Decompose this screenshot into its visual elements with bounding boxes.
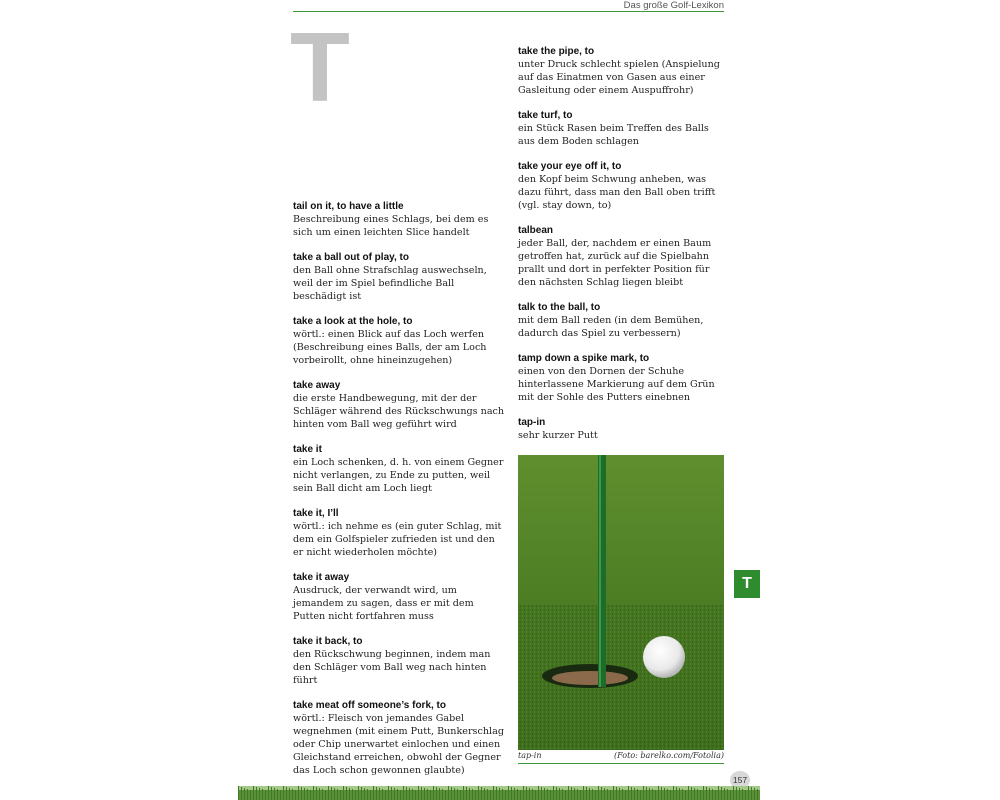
page-number: 157 (730, 771, 750, 789)
glossary-entry (293, 379, 505, 431)
grass-blade (586, 787, 587, 800)
grass-blade (598, 786, 599, 800)
grass-blade (682, 789, 683, 800)
glossary-entry (293, 571, 505, 623)
entry-definition: sehr kurzer Putt (518, 430, 598, 441)
entry-term: tap-in (518, 417, 546, 428)
entry-definition: den Rückschwung beginnen, indem man den Schläger vom Ball weg nach hinten führt (293, 649, 491, 686)
grass-blade (340, 790, 341, 800)
entry-definition: mit dem Ball reden (in dem Bemühen, dadurch das Spiel zu verbessern) (518, 315, 704, 339)
grass-blade (685, 790, 686, 800)
grass-blade (241, 787, 242, 800)
grass-blade (712, 789, 713, 800)
grass-blade (460, 790, 461, 800)
grass-blade (724, 788, 725, 800)
grass-blade (514, 788, 515, 800)
grass-blade (388, 786, 389, 800)
grass-blade (583, 786, 584, 800)
grass-blade (475, 790, 476, 800)
glossary-entry (293, 200, 505, 239)
grass-blade (739, 788, 740, 800)
grass-blade (637, 789, 638, 800)
grass-blade (346, 787, 347, 800)
right-column (518, 45, 726, 454)
grass-blade (757, 789, 758, 800)
grass-blade (709, 788, 710, 800)
grass-blade (700, 790, 701, 800)
grass-blade (268, 786, 269, 800)
glossary-entry (518, 301, 726, 340)
grass-blade (655, 790, 656, 800)
grass-blade (721, 787, 722, 800)
grass-blade (577, 789, 578, 800)
grass-blade (754, 788, 755, 800)
grass-blade (511, 787, 512, 800)
grass-blade (517, 789, 518, 800)
grass-blade (733, 786, 734, 800)
grass-blade (493, 786, 494, 800)
grass-blade (286, 787, 287, 800)
grass-blade (259, 788, 260, 800)
entry-term: take it away (293, 572, 350, 583)
grass-blade (418, 786, 419, 800)
grass-blade (670, 790, 671, 800)
grass-blade (280, 790, 281, 800)
grass-blade (442, 789, 443, 800)
grass-blade (256, 787, 257, 800)
grass-blade (505, 790, 506, 800)
grass-blade (565, 790, 566, 800)
grass-blade (463, 786, 464, 800)
grass-blade (634, 788, 635, 800)
grass-blade (277, 789, 278, 800)
grass-blade (415, 790, 416, 800)
grass-blade (310, 790, 311, 800)
grass-blade (337, 789, 338, 800)
grass-blade (472, 789, 473, 800)
glossary-entry (518, 160, 726, 212)
entry-definition: unter Druck schlecht spielen (Anspielung auf das Einatmen von Gasen aus einer Gasleitung oder einem Auspuffrohr) (518, 59, 720, 96)
grass-blade (283, 786, 284, 800)
glossary-entry (293, 635, 505, 687)
grass-blade (364, 788, 365, 800)
grass-blade (403, 786, 404, 800)
grass-blade (559, 788, 560, 800)
grass-blade (574, 788, 575, 800)
grass-blade (289, 788, 290, 800)
grass-blade (298, 786, 299, 800)
grass-blade (571, 787, 572, 800)
grass-blade (391, 787, 392, 800)
grass-blade (343, 786, 344, 800)
grass-blade (610, 790, 611, 800)
grass-blade (580, 790, 581, 800)
grass-blade (484, 788, 485, 800)
glossary-entry (293, 507, 505, 559)
grass-blade (412, 789, 413, 800)
grass-blade (352, 789, 353, 800)
grass-blade (667, 789, 668, 800)
grass-blade (328, 786, 329, 800)
grass-blade (607, 789, 608, 800)
grass-blade (745, 790, 746, 800)
caption-rule (518, 763, 724, 764)
grass-blade (451, 787, 452, 800)
left-column (293, 200, 505, 789)
entry-definition: ein Loch schenken, d. h. von einem Gegner nicht verlangen, zu Ende zu putten, weil sein Ball dicht am Loch liegt (293, 457, 504, 494)
entry-term: take turf, to (518, 110, 573, 121)
grass-blade (424, 788, 425, 800)
grass-blade (646, 787, 647, 800)
grass-blade (307, 789, 308, 800)
grass-blade (247, 789, 248, 800)
grass-blade (478, 786, 479, 800)
grass-blade (652, 789, 653, 800)
grass-blade (706, 787, 707, 800)
grass-blade (679, 788, 680, 800)
grass-blade (301, 787, 302, 800)
grass-blade (265, 790, 266, 800)
grass-blade (304, 788, 305, 800)
grass-blade (499, 788, 500, 800)
grass-blade (691, 787, 692, 800)
grass-blade (664, 788, 665, 800)
grass-blade (433, 786, 434, 800)
grass-blade (622, 789, 623, 800)
grass-blade (496, 787, 497, 800)
grass-blade (748, 786, 749, 800)
grass-blade (718, 786, 719, 800)
grass-blade (397, 789, 398, 800)
photo-caption: tap-in (518, 751, 542, 760)
grass-blade (238, 786, 239, 800)
entry-term: tamp down a spike mark, to (518, 353, 650, 364)
grass-blade (481, 787, 482, 800)
grass-blade (592, 789, 593, 800)
glossary-entry (293, 443, 505, 495)
entry-definition: ein Stück Rasen beim Treffen des Balls aus dem Boden schlagen (518, 123, 709, 147)
grass-blade (331, 787, 332, 800)
glossary-entry (293, 699, 505, 777)
section-letter: T (290, 12, 350, 122)
glossary-entry (518, 45, 726, 97)
grass-blade (697, 789, 698, 800)
grass-blade (640, 790, 641, 800)
grass-blade (523, 786, 524, 800)
entry-definition: wörtl.: einen Blick auf das Loch werfen (Beschreibung eines Balls, der am Loch vorbeirollt, ohne hineinzugehen) (293, 329, 487, 366)
entry-term: take a ball out of play, to (293, 252, 409, 263)
entry-definition: wörtl.: Fleisch von jemandes Gabel wegnehmen (mit einem Putt, Bunkerschlag oder Chip unerwartet einlochen und einen Gleichstand erreichen, obwohl der Gegner das Loch schon gewonnen glaubte) (293, 713, 504, 776)
grass-blade (601, 787, 602, 800)
entry-term: take it, I’ll (293, 508, 339, 519)
grass-blade (703, 786, 704, 800)
grass-blade (595, 790, 596, 800)
grass-blade (658, 786, 659, 800)
grass-blade (349, 788, 350, 800)
grass-blade (355, 790, 356, 800)
glossary-entry (518, 416, 726, 442)
glossary-entry (518, 224, 726, 289)
grass-blade (532, 789, 533, 800)
grass-blade (457, 789, 458, 800)
entry-definition: Ausdruck, der verwandt wird, um jemandem zu sagen, dass er mit dem Putten nicht fortfahren muss (293, 585, 474, 622)
grass-blade (313, 786, 314, 800)
grass-blade (541, 787, 542, 800)
grass-blade (316, 787, 317, 800)
grass-blade (673, 786, 674, 800)
entry-term: take the pipe, to (518, 46, 595, 57)
grass-blade (568, 786, 569, 800)
grass-blade (379, 788, 380, 800)
entry-term: talbean (518, 225, 554, 236)
grass-blade (556, 787, 557, 800)
grass-blade (562, 789, 563, 800)
grass-blade (292, 789, 293, 800)
grass-blade (727, 789, 728, 800)
grass-blade (367, 789, 368, 800)
entry-term: take your eye off it, to (518, 161, 622, 172)
grass-blade (502, 789, 503, 800)
grass-blade (487, 789, 488, 800)
grass-blade (490, 790, 491, 800)
photo-credit: (Foto: barelko.com/Fotolia) (614, 751, 724, 760)
grass-blade (409, 788, 410, 800)
entry-term: talk to the ball, to (518, 302, 601, 313)
grass-blade (535, 790, 536, 800)
grass-blade (742, 789, 743, 800)
entry-term: take it (293, 444, 322, 455)
grass-blade (361, 787, 362, 800)
grass-blade (394, 788, 395, 800)
grass-blade (406, 787, 407, 800)
grass-blade (589, 788, 590, 800)
grass-blade (625, 790, 626, 800)
entry-term: tail on it, to have a little (293, 201, 404, 212)
grass-blade (319, 788, 320, 800)
grass-blade (250, 790, 251, 800)
grass-blade (295, 790, 296, 800)
grass-blade (547, 789, 548, 800)
entry-definition: einen von den Dornen der Schuhe hinterlassene Markierung auf dem Grün mit der Sohle des Putters einebnen (518, 366, 715, 403)
grass-blade (619, 788, 620, 800)
running-header-title: Das große Golf-Lexikon (623, 0, 724, 11)
grass-blade (427, 789, 428, 800)
glossary-entry (518, 109, 726, 148)
grass-blade (616, 787, 617, 800)
grass-blade (538, 786, 539, 800)
entry-term: take meat off someone’s fork, to (293, 700, 446, 711)
entry-definition: wörtl.: ich nehme es (ein guter Schlag, mit dem ein Golfspieler zufrieden ist und den er nicht wiederholen möchte) (293, 521, 502, 558)
grass-blade (694, 788, 695, 800)
grass-blade (508, 786, 509, 800)
entry-definition: den Ball ohne Strafschlag auswechseln, weil der im Spiel befindliche Ball beschädigt ist (293, 265, 487, 302)
entry-definition: jeder Ball, der, nachdem er einen Baum getroffen hat, zurück auf die Spielbahn prallt und dort in perfekter Position für den nächsten Schlag liegen bleibt (518, 238, 712, 288)
grass-blade (385, 790, 386, 800)
grass-blade (688, 786, 689, 800)
grass-blade (430, 790, 431, 800)
grass-blade (604, 788, 605, 800)
glossary-entry (293, 315, 505, 367)
grass-blade (529, 788, 530, 800)
grass-blade (445, 790, 446, 800)
grass-blade (631, 787, 632, 800)
grass-blade (370, 790, 371, 800)
grass-blade (436, 787, 437, 800)
entry-term: take a look at the hole, to (293, 316, 413, 327)
golf-flagstick-ball-illustration (518, 455, 724, 750)
grass-blade (661, 787, 662, 800)
grass-blade (520, 790, 521, 800)
grass-blade (454, 788, 455, 800)
grass-blade (676, 787, 677, 800)
entry-definition: Beschreibung eines Schlags, bei dem es sich um einen leichten Slice handelt (293, 214, 489, 238)
grass-blade (526, 787, 527, 800)
grass-blade (334, 788, 335, 800)
grass-blade (628, 786, 629, 800)
grass-blade (448, 786, 449, 800)
grass-blade (469, 788, 470, 800)
entry-definition: den Kopf beim Schwung anheben, was dazu führt, dass man den Ball oben trifft (vgl. stay down, to) (518, 174, 716, 211)
grass-blade (400, 790, 401, 800)
grass-blade (382, 789, 383, 800)
grass-blade (322, 789, 323, 800)
grass-blade (715, 790, 716, 800)
grass-blade (613, 786, 614, 800)
grass-blade (544, 788, 545, 800)
letter-tab: T (734, 570, 760, 598)
grass-blade (271, 787, 272, 800)
grass-blade (643, 786, 644, 800)
grass-blade (325, 790, 326, 800)
glossary-entry (293, 251, 505, 303)
grass-blade (262, 789, 263, 800)
header-rule (293, 11, 724, 12)
grass-blade (649, 788, 650, 800)
grass-blade (730, 790, 731, 800)
entry-term: take it back, to (293, 636, 363, 647)
grass-blade (550, 790, 551, 800)
entry-term: take away (293, 380, 341, 391)
grass-blade (553, 786, 554, 800)
grass-blade (373, 786, 374, 800)
grass-blade (421, 787, 422, 800)
grass-blade (751, 787, 752, 800)
grass-footer-decoration (238, 786, 760, 800)
golf-hole-photo (518, 455, 724, 750)
entry-definition: die erste Handbewegung, mit der der Schläger während des Rückschwungs nach hinten vom Ball weg geführt wird (293, 393, 505, 430)
grass-blade (376, 787, 377, 800)
glossary-entry (518, 352, 726, 404)
grass-blade (466, 787, 467, 800)
grass-blade (358, 786, 359, 800)
grass-blade (244, 788, 245, 800)
grass-blade (439, 788, 440, 800)
grass-blade (253, 786, 254, 800)
grass-blade (274, 788, 275, 800)
grass-blade (736, 787, 737, 800)
